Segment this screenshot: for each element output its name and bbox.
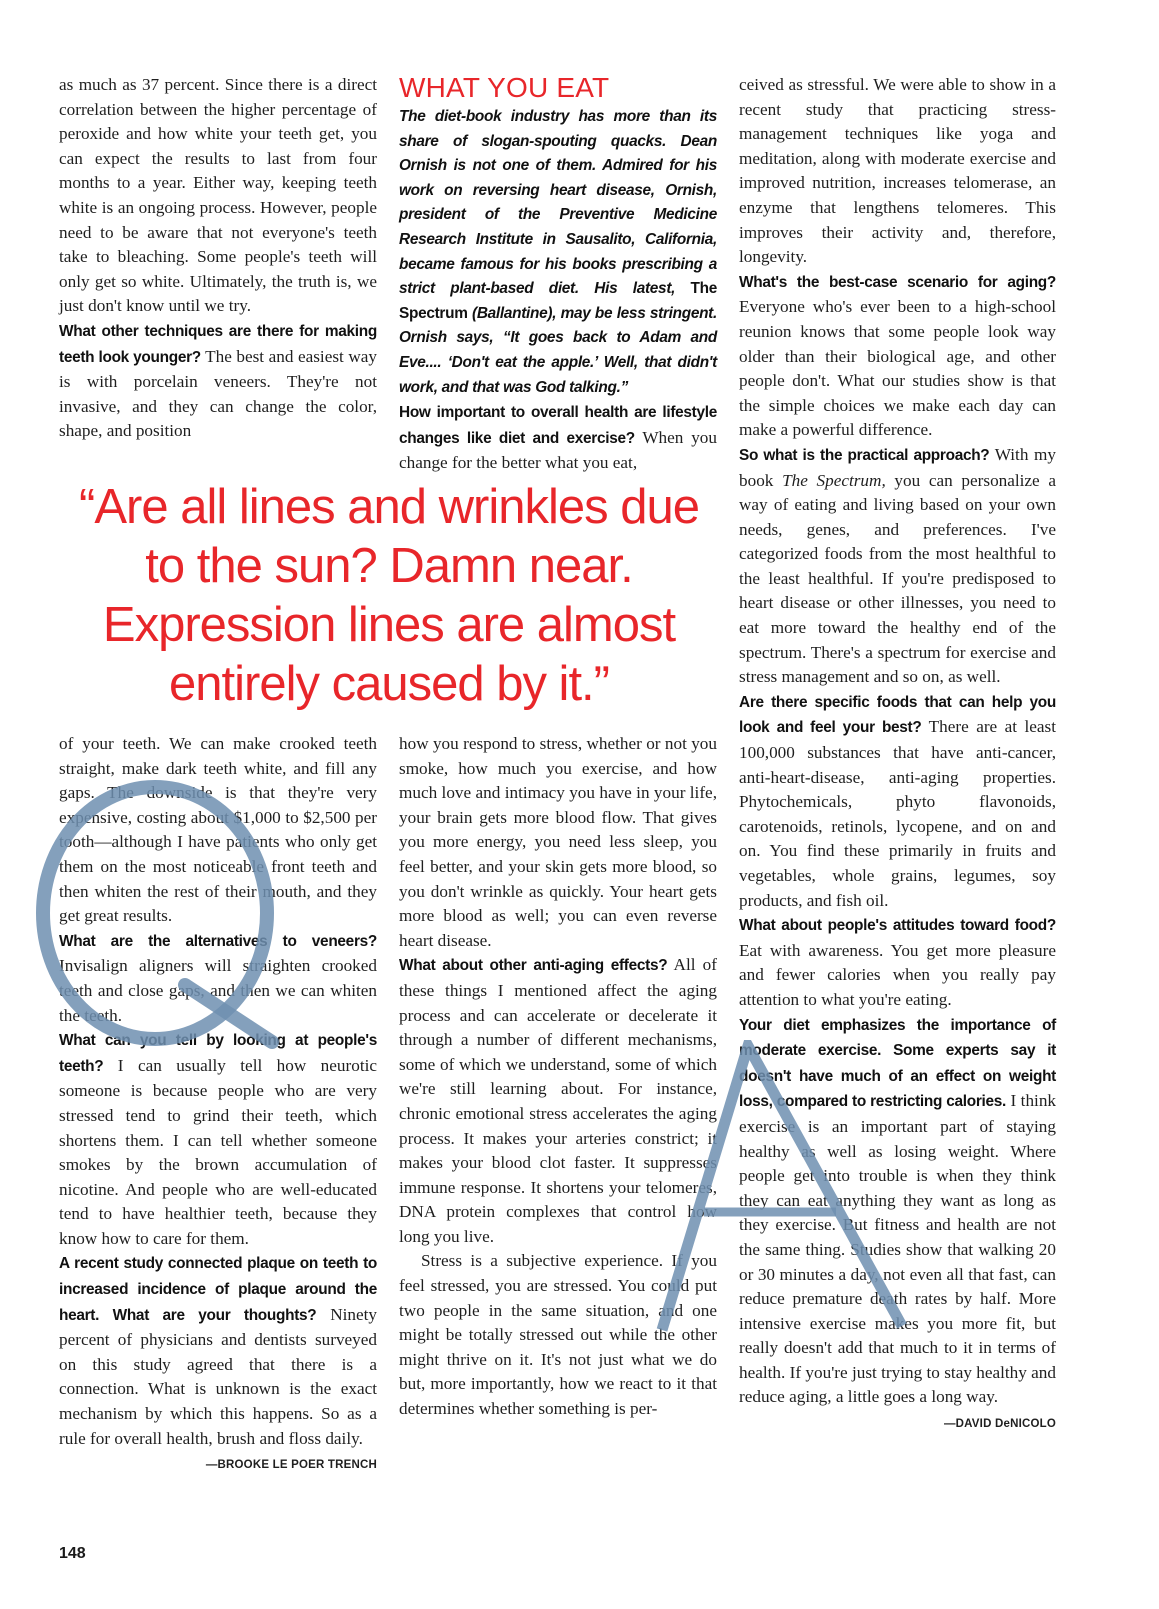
answer: There are at least 100,000 substances that have anti-cancer, anti-heart-disease, anti-aging properties. Phytochemicals, phyto flavonoids, carotenoids, retinols, lycopene, and on and on. You find these primarily in fruits and vegetables, whole grains, legumes, soy products, and fish oil. (739, 717, 1056, 910)
answer: I think exercise is an important part of staying healthy as well as losing weight. Where people get into trouble is when they think they can eat anything they want as long as they exercise. But fitness and health are not the same thing. Studies show that walking 20 or 30 minutes a day, not even all that fast, can reduce premature death rates by half. More intensive exercise makes you more fit, but really doesn't add that much to it in terms of health. If you're just trying to stay healthy and reduce aging, a little goes a long way. (739, 1091, 1057, 1407)
pull-quote: “Are all lines and wrinkles due to the sun? Damn near. Expression lines are almost entirely caused by it.” (79, 480, 699, 711)
page-number: 148 (59, 1545, 86, 1562)
answer: you can personalize a way of eating and living based on your own needs, genes, and preferences. I've categorized foods from the most healthful to the least healthful. If you're predisposed to heart disease or other illnesses, you need to eat more toward the healthy end of the spectrum. There's a spectrum for exercise and stress management and so on, as well. (739, 470, 1056, 687)
column-1-bottom (59, 732, 377, 1478)
paragraph: Stress is a subjective experience. If you feel stressed, you are stressed. You could put two people in the same situation, and one might be totally stressed out while the other might thrive on it. It's not just what we do but, more importantly, how we react to it that determines whether something is per- (399, 1251, 717, 1419)
answer: With my book (739, 444, 1056, 490)
question: So what is the practical approach? (739, 446, 990, 464)
answer: All of these things I mentioned affect the aging process and can accelerate or decelerate it through a number of different mechanisms, some of which we understand, some of which we're still learning about. For instance, chronic emotional stress accelerates the aging process. It makes your arteries constrict; it makes your blood clot faster. It suppresses immune response. It shortens your telomeres, DNA protein complexes that control how long you live. (399, 955, 717, 1246)
answer: I can usually tell how neurotic someone is because people who are very stressed tend to grind their teeth, which shortens them. I can tell whether someone smokes by the brown accumulation of nicotine. And people who are well-educated tend to have healthier teeth, because they know how to care for them. (59, 1055, 377, 1248)
answer: Everyone who's ever been to a high-school reunion knows that some people look way older than their biological age, and other people don't. What our studies show is that the simple choices we make each day can make a powerful difference. (739, 297, 1056, 440)
question: What other techniques are there for making teeth look younger? (59, 322, 377, 366)
column-2-top (399, 73, 717, 476)
qa-paragraph (59, 929, 377, 1028)
question: What are the alternatives to veneers? (59, 932, 377, 950)
answer: Invisalign aligners will straighten crooked teeth and close gaps, and then we can whiten the teeth. (59, 956, 377, 1025)
paragraph: ceived as stressful. We were able to show in a recent study that practicing stress-management techniques like yoga and meditation, along with moderate exercise and improved nutrition, increases telomerase, an enzyme that lengthens telomeres. This improves their activity and, therefore, longevity. (739, 75, 1056, 267)
author-signature: —BROOKE LE POER TRENCH (205, 1459, 377, 1472)
qa-paragraph (399, 953, 717, 1249)
answer: When you change for the better what you eat, (399, 427, 717, 473)
author-signature: —DAVID DeNICOLO (943, 1418, 1056, 1431)
question: A recent study connected plaque on teeth to increased incidence of plaque around the heart. What are your thoughts? (59, 1255, 377, 1324)
question: What can you tell by looking at people's teeth? (59, 1032, 377, 1075)
qa-paragraph (739, 443, 1056, 690)
qa-paragraph (739, 270, 1056, 443)
answer: The best and easiest way is with porcelain veneers. They're not invasive, and they can change the color, shape, and position (59, 346, 377, 441)
question: How important to overall health are lifestyle changes like diet and exercise? (399, 404, 717, 447)
dek-text: The diet-book industry has more than its share of slogan-spouting quacks. Dean Ornish is not one of them. Admired for his work on reversing heart disease, Ornish, president of the Preventive Medicine Research Institute in Sausalito, California, became famous for his books prescribing a strict plant-based diet. His latest, (399, 108, 717, 298)
paragraph: how you respond to stress, whether or not you smoke, how much you exercise, and how much love and intimacy you have in your life, your brain gets more blood flow. That gives you more energy, you need less sleep, you feel better, and your skin gets more blood, so you don't wrinkle as quickly. Your heart gets more blood as well; you can even reverse heart disease. (399, 734, 717, 950)
question: Are there specific foods that can help you look and feel your best? (739, 693, 1056, 737)
dek-text: (Ballantine), may be less stringent. Ornish says, “It goes back to Adam and Eve.... ‘Don't eat the apple.’ Well, that didn't work, and that was God talking.” (399, 304, 717, 396)
intro-dek (399, 105, 717, 400)
question: What about other anti-aging effects? (399, 957, 668, 975)
dek-book-title: The Spectrum (399, 280, 717, 322)
section-title: WHAT YOU EAT (399, 72, 610, 103)
qa-paragraph (739, 690, 1056, 913)
column-2-bottom (399, 732, 717, 1422)
qa-paragraph (739, 913, 1056, 1012)
question: What about people's attitudes toward food? (739, 917, 1056, 935)
column-1-top (59, 73, 377, 444)
question: What's the best-case scenario for aging? (739, 273, 1056, 291)
paragraph: of your teeth. We can make crooked teeth straight, make dark teeth white, and fill any gaps. The downside is that they're very expensive, costing about $1,000 to $2,500 per tooth—although I have patients who only get them on the most noticeable front teeth and then whiten the rest of their mouth, and they get great results. (59, 734, 377, 926)
book-title: The Spectrum, (782, 470, 886, 490)
question: Your diet emphasizes the importance of moderate exercise. Some experts say it doesn't have much of an effect on weight loss, compared to restricting calories. (739, 1016, 1056, 1111)
qa-paragraph (399, 400, 717, 476)
paragraph: as much as 37 percent. Since there is a direct correlation between the higher percentage of peroxide and how white your teeth get, you can expect the results to last from four months to a year. Either way, keeping teeth white is an ongoing process. However, people need to be aware that not everyone's teeth take to bleaching. Some people's teeth will only get so white. Ultimately, the truth is, we just don't know until we try. (59, 75, 377, 316)
qa-paragraph (739, 1013, 1057, 1431)
answer: Eat with awareness. You get more pleasure and fewer calories when you really pay attention to what you're eating. (739, 940, 1056, 1009)
qa-paragraph (59, 1028, 377, 1251)
qa-paragraph (59, 319, 377, 444)
qa-paragraph (59, 1251, 378, 1472)
column-3 (739, 73, 1056, 1437)
answer: Ninety percent of physicians and dentists surveyed on this study agreed that there is a connection. What is unknown is the exact mechanism by which this happens. So as a rule for overall health, brush and floss daily. (59, 1304, 378, 1448)
